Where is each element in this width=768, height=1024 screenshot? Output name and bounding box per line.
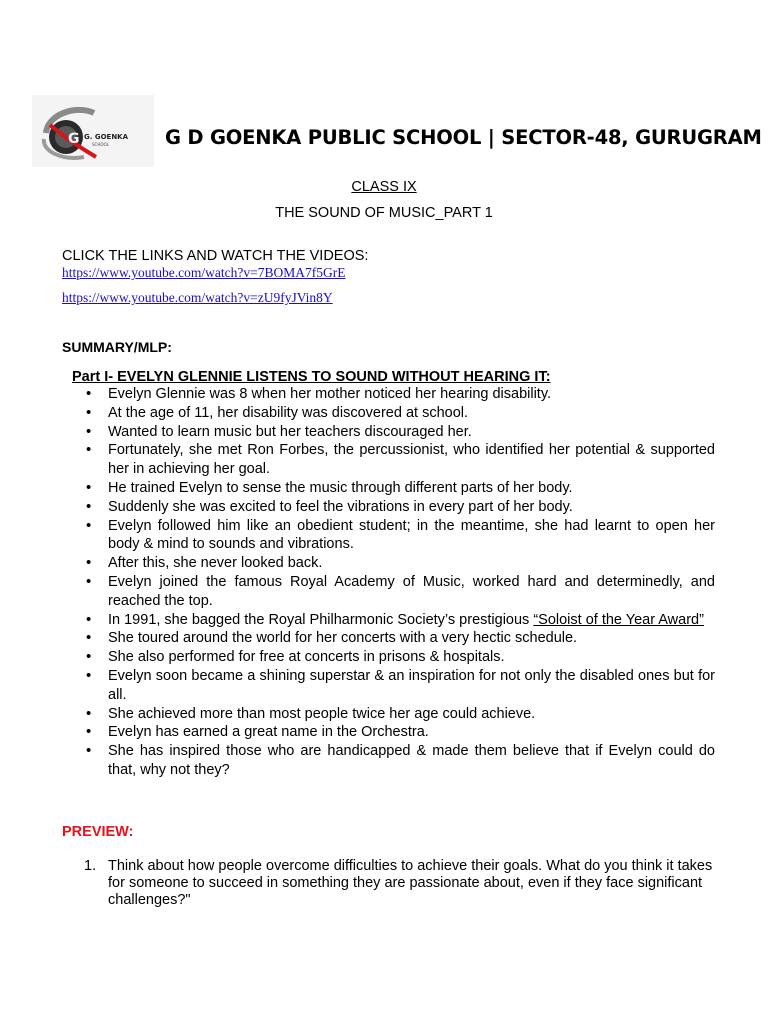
question-number: 1. (84, 858, 97, 874)
list-item: • At the age of 11, her disability was discovered at school. (84, 404, 715, 423)
summary-heading: SUMMARY/MLP: (62, 339, 172, 355)
video-link-2[interactable]: https://www.youtube.com/watch?v=zU9fyJVin8Y (62, 290, 333, 305)
logo-text: G. GOENKA (84, 133, 129, 141)
list-item: • She has inspired those who are handicapped & made them believe that if Evelyn could do that, why not they? (84, 742, 715, 780)
preview-question-list (84, 858, 724, 908)
part-heading: Part I- EVELYN GLENNIE LISTENS TO SOUND WITHOUT HEARING IT: (72, 369, 551, 385)
class-label: CLASS IX (351, 179, 417, 195)
list-item: • Fortunately, she met Ron Forbes, the percussionist, who identified her potential & supported her in achieving her goal. (84, 441, 715, 479)
list-item: • Suddenly she was excited to feel the vibrations in every part of her body. (84, 498, 715, 517)
list-item: • She also performed for free at concerts in prisons & hospitals. (84, 648, 715, 667)
list-item: • Evelyn soon became a shining superstar & an inspiration for not only the disabled ones but for all. (84, 667, 715, 705)
list-item: • He trained Evelyn to sense the music through different parts of her body. (84, 479, 715, 498)
preview-heading: PREVIEW: (62, 824, 134, 840)
list-item: • Wanted to learn music but her teachers discouraged her. (84, 423, 715, 442)
list-item: • Evelyn Glennie was 8 when her mother noticed her hearing disability. (84, 385, 715, 404)
links-heading: CLICK THE LINKS AND WATCH THE VIDEOS: (62, 248, 369, 264)
list-item: • She toured around the world for her concerts with a very hectic schedule. (84, 629, 715, 648)
logo-subtext: SCHOOL (92, 142, 109, 147)
question-text: Think about how people overcome difficulties to achieve their goals. What do you think it takes for someone to succeed in something they are passionate about, even if they face significant challenges?" (108, 858, 713, 908)
award-name: “Soloist of the Year Award” (533, 611, 704, 628)
school-logo (32, 95, 154, 167)
document-title: THE SOUND OF MUSIC_PART 1 (275, 205, 493, 221)
svg-text:G: G (68, 131, 80, 147)
list-item (84, 858, 724, 908)
list-item: • Evelyn joined the famous Royal Academy of Music, worked hard and determinedly, and reached the top. (84, 573, 715, 611)
list-item: • Evelyn followed him like an obedient student; in the meantime, she had learnt to open her body & mind to sounds and vibrations. (84, 517, 715, 555)
list-item: • She achieved more than most people twice her age could achieve. (84, 705, 715, 724)
video-link-1[interactable]: https://www.youtube.com/watch?v=7BOMA7f5GrE (62, 265, 346, 280)
list-item: • After this, she never looked back. (84, 554, 715, 573)
school-name: G D GOENKA PUBLIC SCHOOL | SECTOR-48, GURUGRAM (165, 126, 762, 149)
award-sentence: In 1991, she bagged the Royal Philharmonic Society’s prestigious (108, 611, 530, 628)
list-item: • Evelyn has earned a great name in the Orchestra. (84, 723, 715, 742)
list-item (84, 611, 715, 630)
summary-bullet-list (84, 385, 715, 780)
